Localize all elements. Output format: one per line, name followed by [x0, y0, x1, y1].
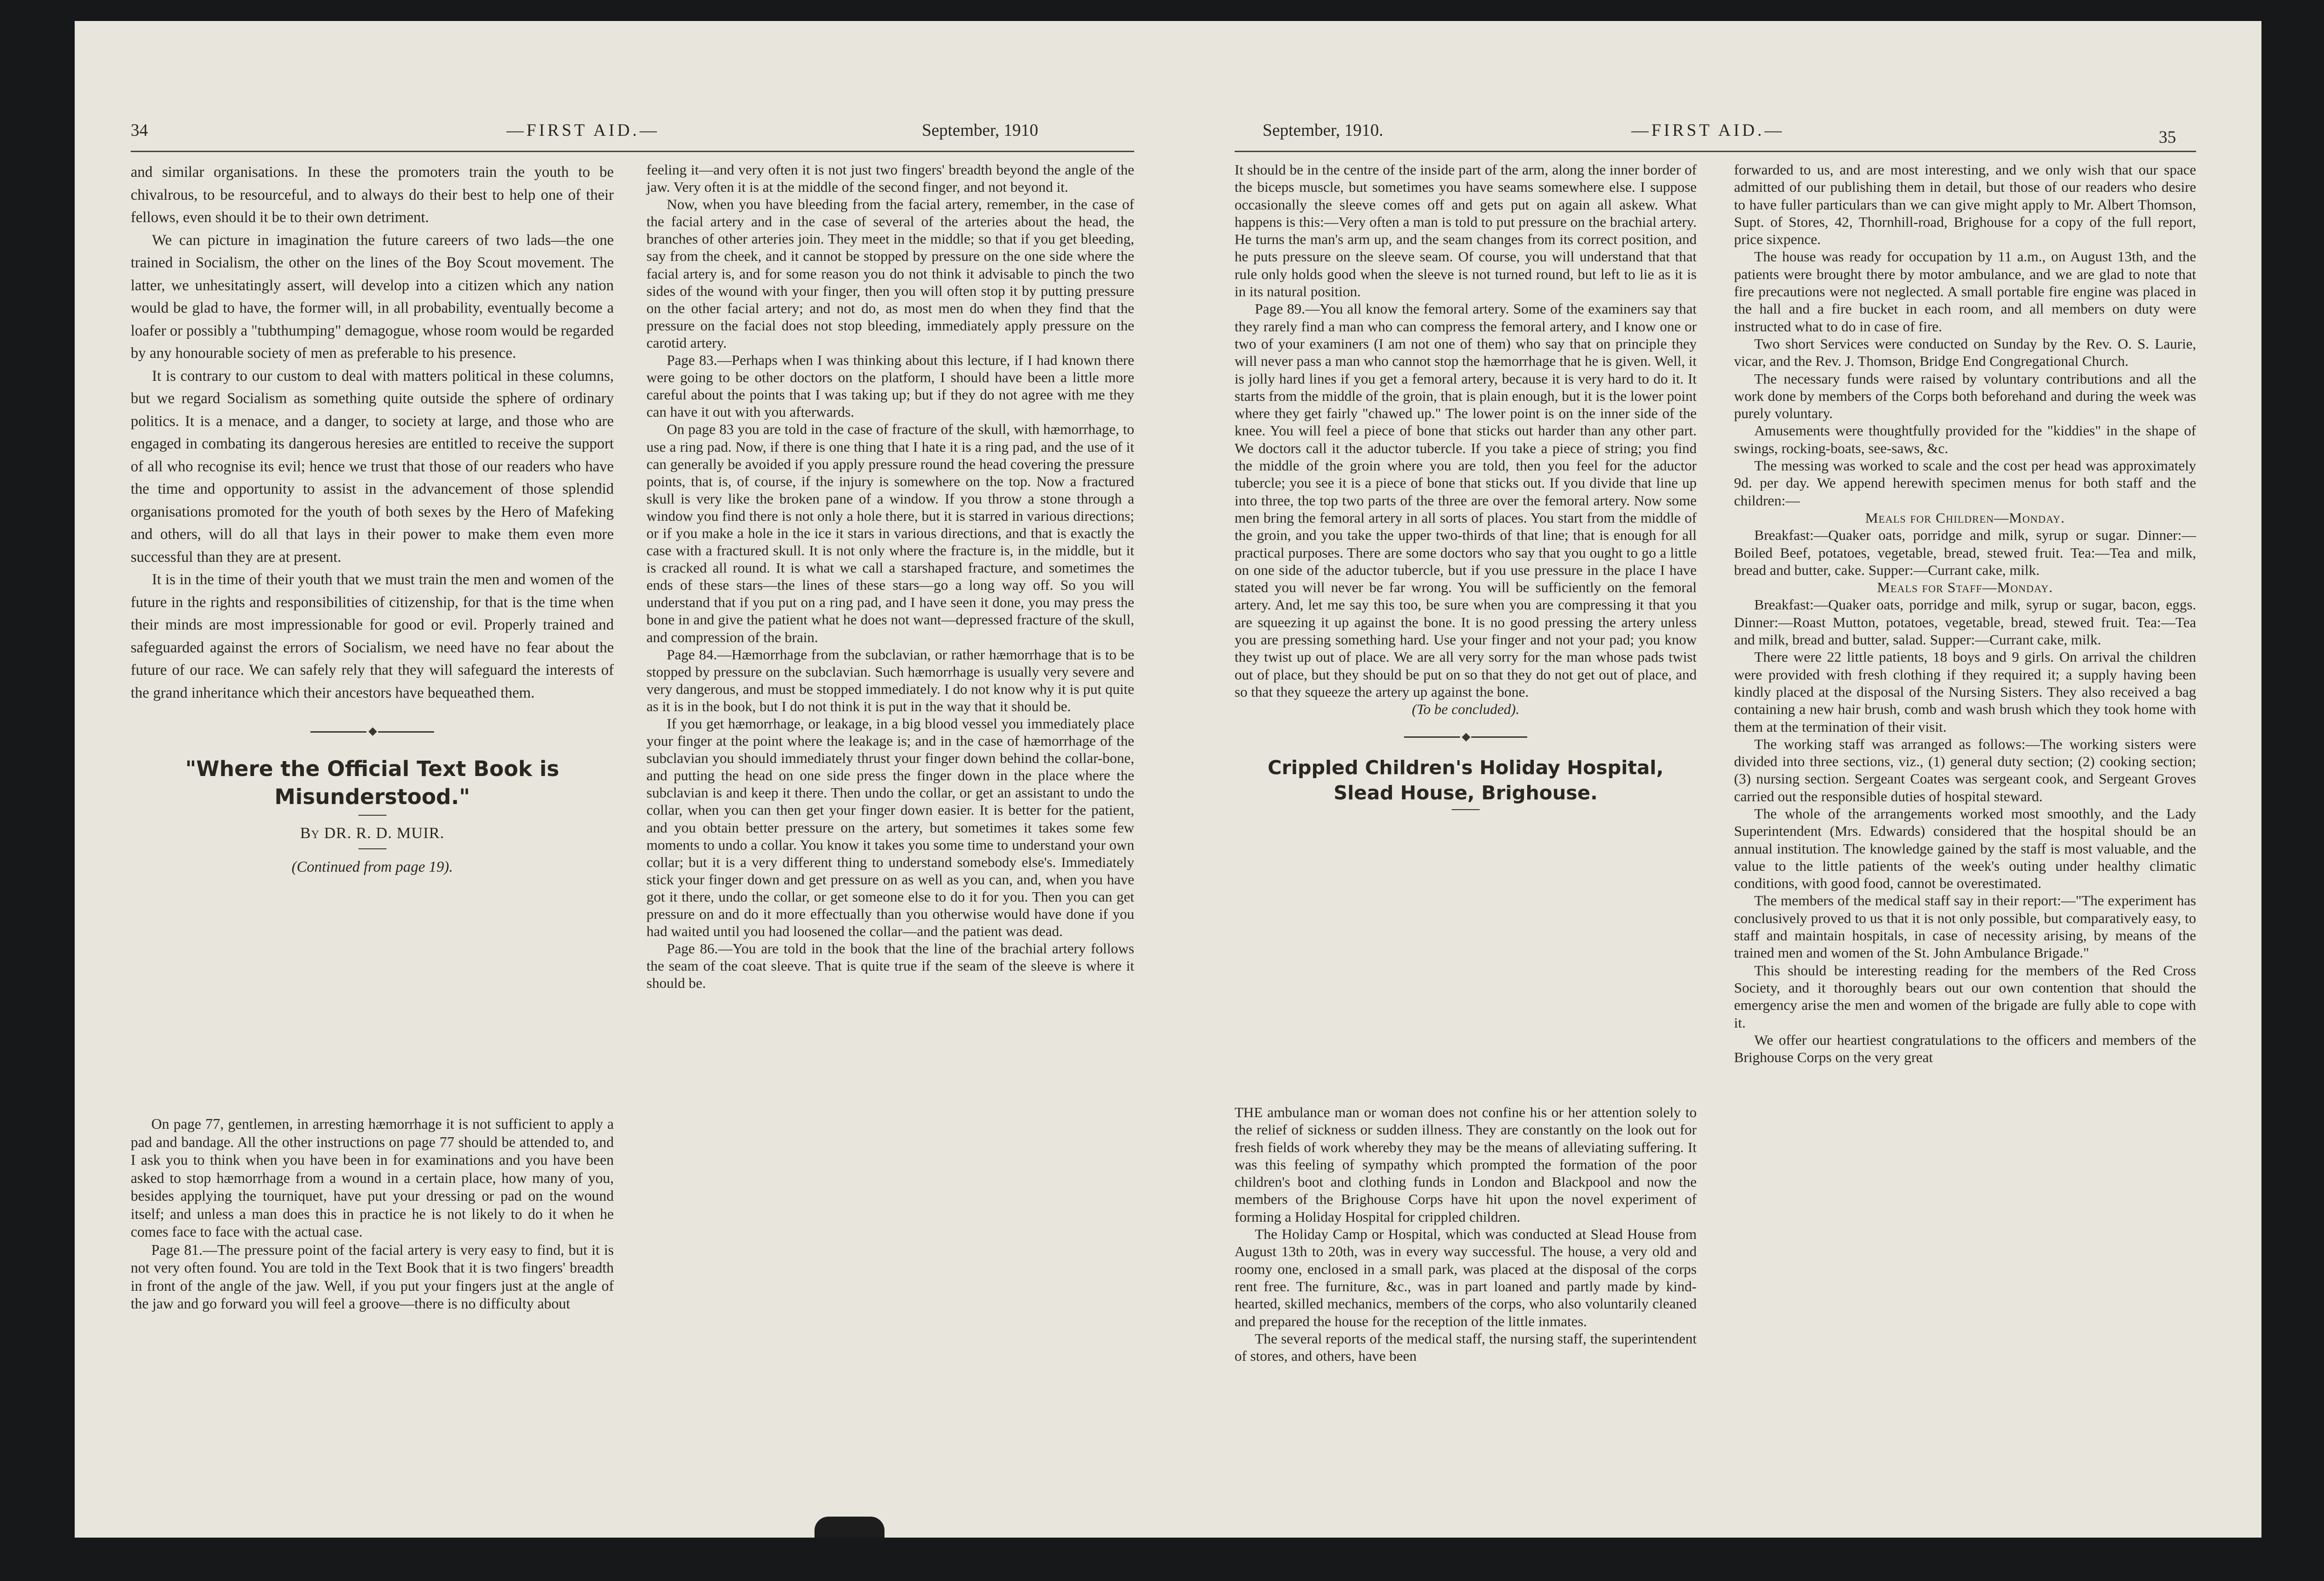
header-rule — [131, 151, 1134, 152]
article-title: "Where the Official Text Book is Misunderstood." — [185, 756, 560, 809]
paragraph: Two short Services were conducted on Sunday by the Rev. O. S. Laurie, vicar, and the Rev. J. Thomson, Bridge End Congregational Church. — [1734, 335, 2196, 370]
header-rule — [1235, 151, 2196, 152]
paragraph: On page 77, gentlemen, in arresting hæmorrhage it is not sufficient to apply a pad and bandage. All the other instructions on page 77 should be attended to, and I ask you to think when you have been in for examinations and you have been asked to stop hæmorrhage from a wound in a certain place, how many of you, besides applying the tourniquet, have put your dressing or pad on the wound itself; and unless a man does this in practice he is not likely to do it when he comes face to face with the actual case. — [131, 1116, 614, 1240]
menu-heading-staff: Meals for Staff—Monday. — [1877, 579, 2053, 596]
paragraph: The whole of the arrangements worked most smoothly, and the Lady Superintendent (Mrs. Edwards) considered that the hospital should be an annual institution. The knowledge gained by the staff is most valuable, and the value to the little patients of the week's outing under healthy climatic conditions, with good food, cannot be overestimated. — [1734, 805, 2196, 892]
continued-note: (Continued from page 19). — [291, 859, 453, 875]
right-page — [1165, 21, 2261, 1538]
to-be-concluded: (To be concluded). — [1411, 701, 1520, 718]
left-page — [75, 21, 1174, 1538]
paragraph: It is contrary to our custom to deal with matters political in these columns, but we regard Socialism as something quite outside the sphere of ordinary politics. It is a menace, and a danger, to society at large, and those who are engaged in combating its dangerous heresies are entitled to receive the support of all who recognise its evil; hence we trust that those of our readers who have the time and opportunity to assist in the advancement of those splendid organisations promoted for the youth of both sexes by the Hero of Mafeking and others, will do all that lays in their power to make them even more successful than they are at present. — [131, 367, 614, 566]
paragraph: The members of the medical staff say in their report:—"The experiment has conclusively proved to us that it is not only possible, but comparatively easy, to staff and maintain hospitals, in case of necessity arising, by means of the trained men and women of the St. John Ambulance Brigade." — [1734, 892, 2196, 961]
paragraph: It is in the time of their youth that we must train the men and women of the future in the rights and responsibilities of citizenship, for that is the time when their minds are most impressionable for good or evil. Properly trained and safeguarded against the errors of Socialism, we need have no fear about the future of our race. We can safely rely that they will safeguard the interests of the grand inheritance which their ancestors have bequeathed them. — [131, 571, 614, 701]
paragraph: Page 81.—The pressure point of the facial artery is very easy to find, but it is not very often found. You are told in the Text Book that it is two fingers' breadth in front of the angle of the jaw. Well, if you put your fingers just at the angle of the jaw and go forward you will feel a groove—there is no difficulty about — [131, 1241, 614, 1312]
menu-children: Breakfast:—Quaker oats, porridge and milk, syrup or sugar. Dinner:—Boiled Beef, potatoes, vegetable, bread, stewed fruit. Tea:—Tea and milk, bread and butter, cake. Supper:—Currant cake, milk. — [1734, 527, 2196, 578]
running-title: —FIRST AID.— — [506, 121, 660, 140]
page-number: 34 — [131, 121, 148, 140]
paragraph: It should be in the centre of the inside part of the arm, along the inner border of the biceps muscle, but sometimes you have seams somewhere else. I suppose occasionally the sleeve comes off and gets put on again all askew. What happens is this:—Very often a man is told to put pressure on the brachial artery. He turns the man's arm up, and the seam changes from its correct position, and he puts pressure on the sleeve seam. Of course, you will understand that that rule only holds good when the sleeve is not turned round, but left to lie as it is in its natural position. — [1235, 161, 1697, 300]
binding-clip — [814, 1517, 885, 1538]
paragraph: The Holiday Camp or Hospital, which was conducted at Slead House from August 13th to 20th, was in every way successful. The house, a very old and roomy one, enclosed in a small park, was placed at the disposal of the corps rent free. The furniture, &c., was in part loaned and partly made by kind-hearted, skilled mechanics, members of the corps, who also voluntarily cleaned and prepared the house for the reception of the little inmates. — [1235, 1226, 1697, 1329]
title-rule — [358, 815, 386, 816]
paragraph: If you get hæmorrhage, or leakage, in a big blood vessel you immediately place your finger at the point where the leakage is; and in the case of hæmorrhage of the subclavian you should immediately thrust your finger down behind the collar-bone, and putting the head on one side press the finger down in the place where the subclavian is and keep it there. Then undo the collar, or get an assistant to undo the collar, when you can then get your finger down easier. It is better for the patient, and you obtain better pressure on the artery, but sometimes it takes some few moments to undo a collar. You know it takes you some time to understand your own collar; but it is a very different thing to understand somebody else's. Immediately stick your finger down and get pressure on as well as you can, and, when you have got it there, undo the collar, or get someone else to do it for you. Then you can get pressure on and do it more effectually than you otherwise would have done if you had waited until you had loosened the collar—and the patient was dead. — [646, 715, 1134, 940]
running-title: —FIRST AID.— — [1631, 121, 1785, 140]
page-number: 35 — [2159, 128, 2176, 147]
section-ornament: ◆ — [131, 720, 614, 743]
paragraph: forwarded to us, and are most interesting, and we only wish that our space admitted of our publishing them in detail, but those of our readers who desire to have fuller particulars than we can give might apply to Mr. Albert Thomson, Supt. of Stores, 42, Thornhill-road, Brighouse for a copy of the full report, price sixpence. — [1734, 161, 2196, 248]
paragraph: feeling it—and very often it is not just two fingers' breadth beyond the angle of the jaw. Very often it is at the middle of the second finger, and not beyond it. — [646, 161, 1134, 196]
paragraph: Now, when you have bleeding from the facial artery, remember, in the case of the facial artery and in the case of several of the arteries about the head, the branches of other arteries join. They meet in the middle; so that if you get bleeding, say from the cheek, and it cannot be stopped by pressure on the one side where the facial artery is, and for some reason you do not think it advisable to pinch the two sides of the wound with your finger, then you will often stop it by putting pressure on the other facial artery; and not do, as most men do when they find that the pressure on the facial does not stop bleeding, immediately apply pressure on the carotid artery. — [646, 196, 1134, 351]
paragraph: This should be interesting reading for the members of the Red Cross Society, and it thoroughly bears out our own contention that should the emergency arise the men and women of the brigade are fully able to cope with it. — [1734, 962, 2196, 1031]
paragraph: Page 89.—You all know the femoral artery. Some of the examiners say that they rarely find a man who can compress the femoral artery, and I know one or two of your examiners (I am not one of them) who say that on principle they will never pass a man who cannot stop the hæmorrhage that he is given. Well, it is jolly hard lines if you get a femoral artery, because it is very hard to do it. It starts from the middle of the groin, that is plain enough, but it is the lower point where they get fairly "chawed up." The lower point is on the inner side of the knee. You will feel a piece of bone that sticks out harder than any other part. We doctors call it the aductor tubercle. If you take a piece of string; you find the middle of the groin where you are told, then you feel for the aductor tubercle; you see it is a piece of bone that sticks out. If you divide that line up into three, the top two parts of the three are over the femoral artery. Now some men bring the femoral artery in all sorts of places. You start from the middle of the groin, and you take the upper two-thirds of that line; that is enough for all practical purposes. There are some doctors who say that you ought to go a little on one side of the aductor tubercle, but if you use pressure in the place I have stated you will never be far wrong. You will be sufficiently on the femoral artery. And, let me say this too, be sure when you are compressing it that you are squeezing it up against the bone. It is no good pressing the artery unless you are pressing something hard. Use your finger and not your pad; you know they twist up out of place. We are all very sorry for the man whose pads twist out of place, but they should be put on so that they do not get out of place, and so that they squeeze the artery up against the bone. — [1235, 301, 1697, 700]
paragraph: The house was ready for occupation by 11 a.m., on August 13th, and the patients were brought there by motor ambulance, and we are glad to note that fire precautions were not neglected. A small portable fire engine was placed in the hall and a fire bucket in each room, and all members on duty were instructed what to do in case of fire. — [1734, 248, 2196, 335]
paragraph: The necessary funds were raised by voluntary contributions and all the work done by members of the Corps both beforehand and during the week was purely voluntary. — [1734, 370, 2196, 422]
menu-staff: Breakfast:—Quaker oats, porridge and milk, syrup or sugar, bacon, eggs. Dinner:—Roast Mutton, potatoes, vegetable, bread, stewed fruit. Tea:—Tea and milk, bread and butter, salad. Supper:—Currant cake, milk. — [1734, 596, 2196, 648]
title-rule — [1452, 809, 1480, 810]
paragraph: We offer our heartiest congratulations to the officers and members of the Brighouse Corps on the very great — [1734, 1031, 2196, 1066]
paragraph: On page 83 you are told in the case of fracture of the skull, with hæmorrhage, to use a ring pad. Now, if there is one thing that I hate it is a ring pad, and the use of it can generally be avoided if you apply pressure round the head covering the pressure points, that is, of course, if the injury is somewhere on the top. Now a fractured skull is very like the broken pane of a window. If you throw a stone through a window you find there is not only a hole there, but it is starred in various directions; or if you make a hole in the ice it stars in various directions, and that is exactly the case with a fractured skull. It is not only where the fracture is, in the middle, but it is cracked all round. It is what we call a starshaped fracture, and sometimes the ends of these stars—the lines of these stars—go a long way off. So you will understand that if you put on a ring pad, and I have seen it done, you may press the bone in and give the patient what he does not want—depressed fracture of the skull, and compression of the brain. — [646, 421, 1134, 645]
paragraph: Amusements were thoughtfully provided for the "kiddies" in the shape of swings, rocking-boats, see-saws, &c. — [1734, 422, 2196, 456]
menu-heading-children: Meals for Children—Monday. — [1865, 509, 2065, 526]
right-column-1 — [1235, 161, 1697, 817]
paragraph: Page 86.—You are told in the book that the line of the brachial artery follows the seam of the coat sleeve. That is quite true if the seam of the sleeve is where it should be. — [646, 940, 1134, 992]
paragraph: Page 84.—Hæmorrhage from the subclavian, or rather hæmorrhage that is to be stopped by pressure on the subclavian. Such hæmorrhage is usually very severe and very dangerous, and must be stopped immediately. I do not know why it is put quite as it is in the book, but I do not think it is put in the way that it should be. — [646, 646, 1134, 714]
paragraph: Page 83.—Perhaps when I was thinking about this lecture, if I had known there were going to be other doctors on the platform, I should have been a little more careful about the points that I was taking up; but if they do not agree with me they can have it out with you afterwards. — [646, 352, 1134, 420]
left-column-1 — [131, 161, 614, 879]
paragraph: There were 22 little patients, 18 boys and 9 girls. On arrival the children were provided with fresh clothing if they required it; a supply having been kindly placed at the disposal of the Nursing Sisters. They also received a bag containing a new hair brush, comb and wash brush which they took home with them at the termination of their visit. — [1734, 649, 2196, 735]
right-column-1-lower — [1235, 1104, 1697, 1364]
right-column-2 — [1734, 161, 2196, 1066]
article-title: Crippled Children's Holiday Hospital, Slead House, Brighouse. — [1267, 756, 1664, 804]
paragraph: The several reports of the medical staff, the nursing staff, the superintendent of stores, and others, have been — [1235, 1330, 1697, 1364]
paragraph: The working staff was arranged as follows:—The working sisters were divided into three sections, viz., (1) general duty section; (2) cooking section; (3) nursing section. Sergeant Coates was sergeant cook, and Sergeant Groves carried out the responsible duties of hospital steward. — [1734, 735, 2196, 804]
running-date: September, 1910. — [1263, 121, 1383, 140]
left-column-1-lower — [131, 1115, 614, 1313]
byline-rule — [358, 848, 386, 849]
paragraph: We can picture in imagination the future careers of two lads—the one trained in Socialism, the other on the lines of the Boy Scout movement. The latter, we unhesitatingly assert, will develop into a citizen which any nation would be glad to have, the former will, in all probability, eventually become a loafer or possibly a "tubthumping" demagogue, whose room would be regarded by any honourable society of men as preferable to his presence. — [131, 231, 614, 362]
byline: By DR. R. D. MUIR. — [300, 824, 445, 842]
paragraph: THE ambulance man or woman does not confine his or her attention solely to the relief of sickness or sudden illness. They are constantly on the look out for fresh fields of work whereby they may be the means of alleviating suffering. It was this feeling of sympathy which prompted the formation of the poor children's boot and clothing funds in London and Blackpool and now the members of the Brighouse Corps have hit upon the novel experiment of forming a Holiday Hospital for crippled children. — [1235, 1104, 1697, 1225]
paragraph: and similar organisations. In these the promoters train the youth to be chivalrous, to be resourceful, and to always do their best to help one of their fellows, even should it be to their own detriment. — [131, 164, 614, 226]
section-ornament: ◆ — [1235, 728, 1697, 746]
left-column-2 — [646, 161, 1134, 992]
paragraph: The messing was worked to scale and the cost per head was approximately 9d. per day. We append herewith specimen menus for both staff and the children:— — [1734, 457, 2196, 509]
running-date: September, 1910 — [922, 121, 1039, 140]
